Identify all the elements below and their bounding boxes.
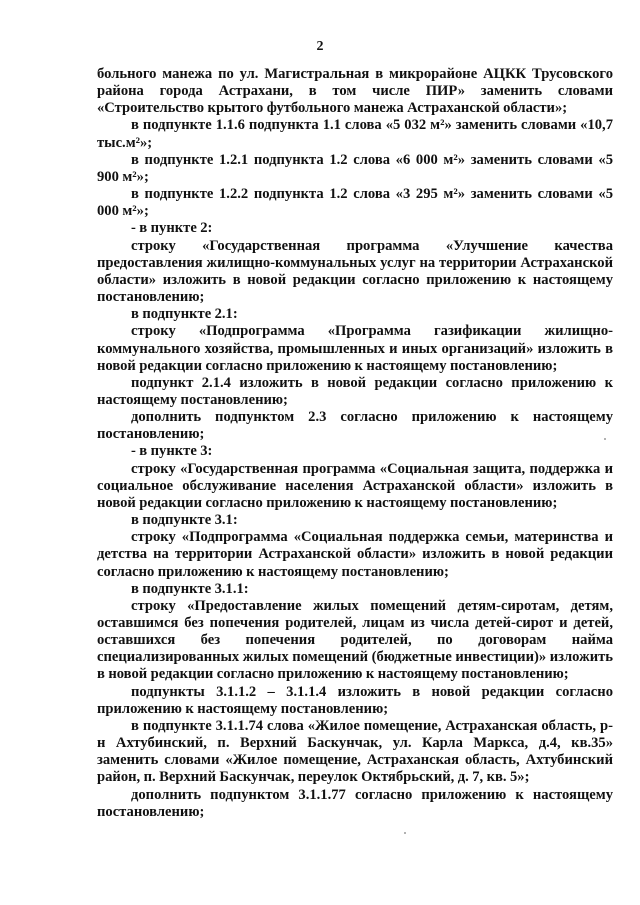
paragraph-subprogram-gasification: строку «Подпрограмма «Программа газификации жилищно-коммунального хозяйства, промышленных и иных организаций» изложить в новой редакции согласно приложению к настоящему постановлению; xyxy=(97,323,613,374)
paragraph-subpoint-3-1: в подпункте 3.1: xyxy=(131,512,238,529)
paragraph-1-2-2: в подпункте 1.2.2 подпункта 1.2 слова «3 295 м²» заменить словами «5 000 м²»; xyxy=(97,186,613,220)
paragraph-program-social: строку «Государственная программа «Социальная защита, поддержка и социальное обслуживание населения Астраханской области» изложить в новой редакции согласно приложению к настоящему постановлению; xyxy=(97,460,613,511)
paragraph-subpoint-2-1: в подпункте 2.1: xyxy=(131,306,238,323)
paragraph-point-2: - в пункте 2: xyxy=(131,220,213,237)
paragraph-1-2-1: в подпункте 1.2.1 подпункта 1.2 слова «6 000 м²» заменить словами «5 900 м²»; xyxy=(97,151,613,185)
paragraph-program-housing: строку «Государственная программа «Улучшение качества предоставления жилищно-коммунальных услуг на территории Астраханской области» изложить в новой редакции согласно приложению к настоящему постановлению; xyxy=(97,237,613,306)
paragraph-3-1-1-2-4: подпункты 3.1.1.2 – 3.1.1.4 изложить в новой редакции согласно приложению к настоящему постановлению; xyxy=(97,683,613,717)
paragraph-add-3-1-1-77: дополнить подпунктом 3.1.1.77 согласно приложению к настоящему постановлению; xyxy=(97,786,613,820)
paragraph-add-2-3: дополнить подпунктом 2.3 согласно приложению к настоящему постановлению; xyxy=(97,409,613,443)
page-number: 2 xyxy=(316,39,324,54)
scan-speck xyxy=(404,832,406,834)
paragraph-2-1-4: подпункт 2.1.4 изложить в новой редакции согласно приложению к настоящему постановлению; xyxy=(97,374,613,408)
paragraph-subpoint-3-1-1: в подпункте 3.1.1: xyxy=(131,580,249,597)
paragraph-1-1-6: в подпункте 1.1.6 подпункта 1.1 слова «5 032 м²» заменить словами «10,7 тыс.м²»; xyxy=(97,117,613,151)
paragraph-orphans-housing: строку «Предоставление жилых помещений детям-сиротам, детям, оставшимся без попечения родителей, лицам из числа детей-сирот и детей, оставшихся без попечения родителей, по договорам найма специализированных жилых помещений (бюджетные инвестиции)» изложить в новой редакции согласно приложению к настоящему постановлению; xyxy=(97,597,613,683)
document-body xyxy=(97,66,613,821)
paragraph-subprogram-family: строку «Подпрограмма «Социальная поддержка семьи, материнства и детства на территории Астраханской области» изложить в новой редакции согласно приложению к настоящему постановлению; xyxy=(97,529,613,580)
scan-speck xyxy=(604,438,606,440)
paragraph-manege-continuation: больного манежа по ул. Магистральная в микрорайоне АЦКК Трусовского района города Астрахани, в том числе ПИР» заменить словами «Строительство крытого футбольного манежа Астраханской области»; xyxy=(97,66,613,117)
paragraph-point-3: - в пункте 3: xyxy=(131,443,213,460)
paragraph-3-1-1-74: в подпункте 3.1.1.74 слова «Жилое помещение, Астраханская область, р-н Ахтубинский, п. Верхний Баскунчак, ул. Карла Маркса, д.4, кв.35» заменить словами «Жилое помещение, Астраханская область, Ахтубинский район, п. Верхний Баскунчак, переулок Октябрьский, д. 7, кв. 5»; xyxy=(97,717,613,786)
